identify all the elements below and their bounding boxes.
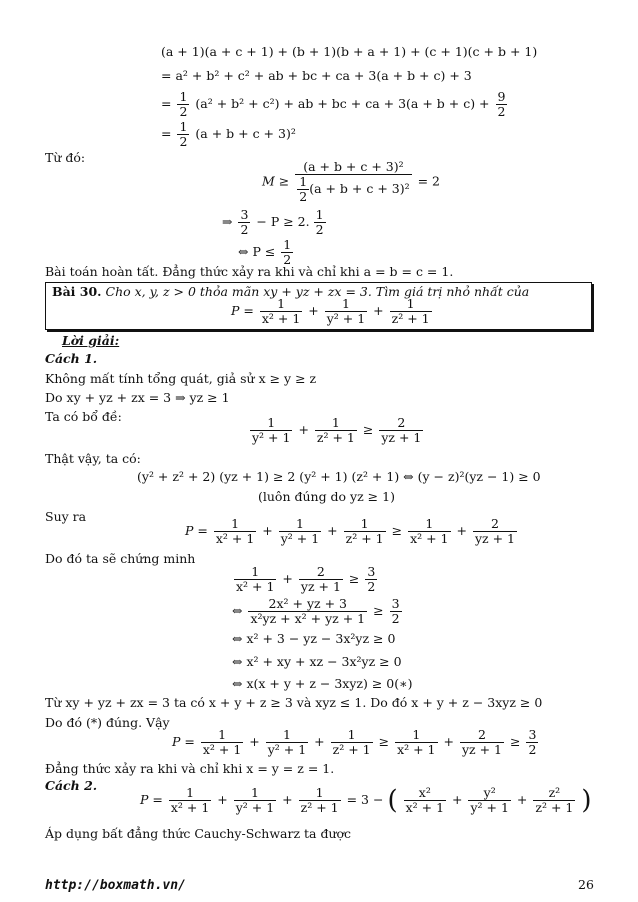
eq-m-bound: M ≥ (a + b + c + 3)² $\frac{1}{2}$ (a + b + c + 3)² = 2 bbox=[262, 159, 441, 204]
eq-line-4: = $\frac{1}{2}$ (a + b + c + 3)² bbox=[161, 119, 296, 149]
footer-url[interactable]: http://boxmath.vn/ bbox=[45, 878, 186, 893]
eq-implies-2: ⇔ P ≤ $\frac{1}{2}$ bbox=[238, 237, 292, 267]
eq-line-1: (a + 1)(a + c + 1) + (b + 1)(b + a + 1) + (c + 1)(c + b + 1) bbox=[161, 44, 538, 59]
eq-p-bound: P = $\frac{1}{\text{x² + 1}}$ + $\frac{1}{\text{y² + 1}}$ + $\frac{1}{\text{z² + 1}}$ ≥ $\frac{1}{\text{x² + 1}}$ + $\frac{2}{yz + 1}$ bbox=[185, 516, 515, 546]
eq-line-3: = $\frac{1}{2}$ (a² + b² + c²) + ab + bc + ca + 3(a + b + c) + $\frac{9}{2}$ bbox=[161, 89, 506, 119]
problem-formula: P = $\frac{1}{\text{x² + 1}}$ + $\frac{1}{\text{y² + 1}}$ + $\frac{1}{\text{z² + 1}}$ bbox=[231, 296, 430, 326]
problem-label: Bài 30. bbox=[52, 284, 102, 299]
eq-target-2: ⇔ $\frac{\text{2x² + yz + 3}}{\text{x²yz + x² + yz + 1}}$ ≥ $\frac{3}{2}$ bbox=[232, 596, 400, 626]
problem-box bbox=[45, 282, 592, 330]
frac-half: $\frac{1}{2}$ bbox=[179, 89, 188, 119]
eq-final: P = $\frac{1}{\text{x² + 1}}$ + $\frac{1}{\text{y² + 1}}$ + $\frac{1}{\text{z² + 1}}$ ≥ $\frac{1}{\text{x² + 1}}$ + $\frac{2}{yz + 1}$ ≥ $\frac{3}{2}$ bbox=[172, 727, 537, 757]
eq-proof: (y² + z² + 2) (yz + 1) ≥ 2 (y² + 1) (z² + 1) ⇔ (y − z)²(yz − 1) ≥ 0 bbox=[137, 469, 541, 484]
text-equality: Đẳng thức xảy ra khi và chỉ khi x = y = z = 1. bbox=[45, 761, 335, 776]
text-done: Bài toán hoàn tất. Đẳng thức xảy ra khi và chỉ khi a = b = c = 1. bbox=[45, 264, 454, 279]
text-do-do: Do đó ta sẽ chứng minh bbox=[45, 551, 196, 566]
frac-nine-half: $\frac{9}{2}$ bbox=[497, 89, 506, 119]
eq-lemma: $\frac{1}{\text{y² + 1}}$ + $\frac{1}{\text{z² + 1}}$ ≥ $\frac{2}{yz + 1}$ bbox=[252, 415, 422, 445]
eq-implies-1: ⇒ $\frac{3}{2}$ − P ≥ 2. $\frac{1}{2}$ bbox=[222, 207, 324, 237]
text-star-true: Do đó (*) đúng. Vậy bbox=[45, 715, 170, 730]
problem-statement: Cho x, y, z > 0 thỏa mãn xy + yz + zx = 3. Tìm giá trị nhỏ nhất của bbox=[105, 284, 530, 299]
eq-step-b: ⇔ x² + xy + xz − 3x²yz ≥ 0 bbox=[232, 654, 402, 669]
text-yz-ge-1: Do xy + yz + zx = 3 ⇒ yz ≥ 1 bbox=[45, 390, 230, 405]
text-that-vay: Thật vậy, ta có: bbox=[45, 451, 141, 466]
text-always-true: (luôn đúng do yz ≥ 1) bbox=[258, 489, 395, 504]
eq-line-2: = a² + b² + c² + ab + bc + ca + 3(a + b + c) + 3 bbox=[161, 68, 472, 83]
solution-heading: Lời giải: bbox=[62, 333, 120, 348]
text-lemma: Ta có bổ đề: bbox=[45, 409, 122, 424]
eq-step-c: ⇔ x(x + y + z − 3xyz) ≥ 0(∗) bbox=[232, 676, 413, 691]
text-suy-ra: Suy ra bbox=[45, 509, 87, 524]
eq-target: $\frac{1}{\text{x² + 1}}$ + $\frac{2}{yz + 1}$ ≥ $\frac{3}{2}$ bbox=[236, 564, 376, 594]
text-tu-do: Từ đó: bbox=[45, 150, 86, 165]
page-number: 26 bbox=[578, 877, 594, 892]
text-wlog: Không mất tính tổng quát, giả sử x ≥ y ≥ z bbox=[45, 371, 317, 386]
eq-step-a: ⇔ x² + 3 − yz − 3x²yz ≥ 0 bbox=[232, 631, 396, 646]
text-from-condition: Từ xy + yz + zx = 3 ta có x + y + z ≥ 3 và xyz ≤ 1. Do đó x + y + z − 3xyz ≥ 0 bbox=[45, 695, 543, 710]
method-2-heading: Cách 2. bbox=[45, 778, 98, 793]
text-cauchy: Áp dụng bất đẳng thức Cauchy-Schwarz ta được bbox=[45, 826, 352, 841]
eq-method-2: P = $\frac{1}{\text{x² + 1}}$ + $\frac{1}{\text{y² + 1}}$ + $\frac{1}{\text{z² + 1}}$ = 3 − ( $\frac{\text{x²}}{\text{x² + 1}}$ + $\frac{\text{y²}}{\text{y² + 1}}$ + $\frac{\text{z²}}{\text{z² + 1}}$ ) bbox=[140, 785, 592, 816]
method-1-heading: Cách 1. bbox=[45, 351, 98, 366]
